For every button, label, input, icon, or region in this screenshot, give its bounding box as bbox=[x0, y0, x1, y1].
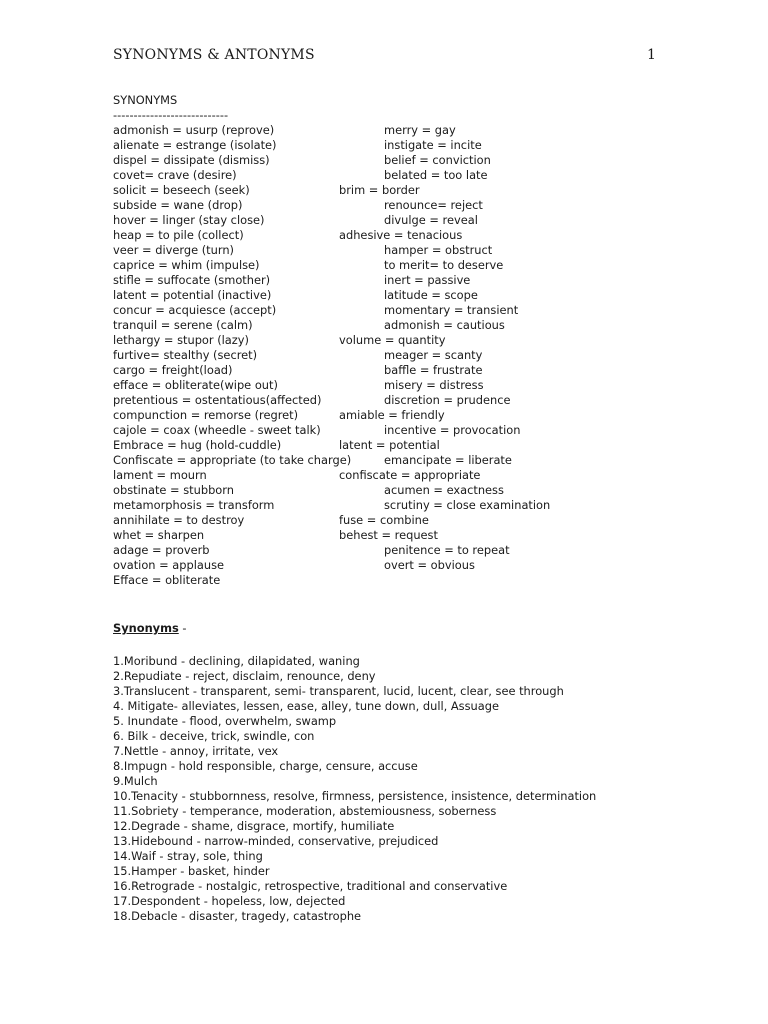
numbered-item: 15.Hamper - basket, hinder bbox=[113, 864, 270, 878]
pair-left: admonish = usurp (reprove) bbox=[113, 123, 275, 137]
pair-right: behest = request bbox=[339, 528, 438, 542]
page-number: 1 bbox=[647, 47, 656, 63]
numbered-item: 5. Inundate - flood, overwhelm, swamp bbox=[113, 714, 337, 728]
pair-left: hover = linger (stay close) bbox=[113, 213, 265, 227]
pair-row bbox=[0, 453, 768, 468]
pair-right: scrutiny = close examination bbox=[384, 498, 551, 512]
pair-row bbox=[0, 228, 768, 243]
pair-right: overt = obvious bbox=[384, 558, 475, 572]
header-title: SYNONYMS & ANTONYMS bbox=[113, 47, 315, 63]
pair-right: divulge = reveal bbox=[384, 213, 478, 227]
pair-right: renounce= reject bbox=[384, 198, 483, 212]
pair-right: acumen = exactness bbox=[384, 483, 504, 497]
pair-row bbox=[0, 543, 768, 558]
pair-right: incentive = provocation bbox=[384, 423, 521, 437]
pair-row bbox=[0, 303, 768, 318]
pair-left: adage = proverb bbox=[113, 543, 210, 557]
pair-row bbox=[0, 468, 768, 483]
pair-right: belated = too late bbox=[384, 168, 488, 182]
pair-row bbox=[0, 528, 768, 543]
synonyms-heading bbox=[113, 621, 186, 636]
pair-row bbox=[0, 423, 768, 438]
pair-left: tranquil = serene (calm) bbox=[113, 318, 253, 332]
numbered-item: 2.Repudiate - reject, disclaim, renounce, deny bbox=[113, 669, 376, 683]
pair-right: emancipate = liberate bbox=[384, 453, 512, 467]
pair-row bbox=[0, 198, 768, 213]
pair-row bbox=[0, 483, 768, 498]
numbered-item: 17.Despondent - hopeless, low, dejected bbox=[113, 894, 346, 908]
numbered-item: 14.Waif - stray, sole, thing bbox=[113, 849, 263, 863]
pair-left: obstinate = stubborn bbox=[113, 483, 234, 497]
pair-row bbox=[0, 393, 768, 408]
pair-right: belief = conviction bbox=[384, 153, 491, 167]
pair-row bbox=[0, 213, 768, 228]
pair-left: heap = to pile (collect) bbox=[113, 228, 244, 242]
pair-row bbox=[0, 183, 768, 198]
pair-row bbox=[0, 438, 768, 453]
numbered-item: 3.Translucent - transparent, semi- transparent, lucid, lucent, clear, see through bbox=[113, 684, 564, 698]
pair-left: annihilate = to destroy bbox=[113, 513, 245, 527]
pair-right: merry = gay bbox=[384, 123, 456, 137]
pair-left: lament = mourn bbox=[113, 468, 207, 482]
pair-row bbox=[0, 153, 768, 168]
pair-right: adhesive = tenacious bbox=[339, 228, 463, 242]
pair-row bbox=[0, 318, 768, 333]
pair-right: momentary = transient bbox=[384, 303, 519, 317]
pair-row bbox=[0, 288, 768, 303]
pair-right: baffle = frustrate bbox=[384, 363, 483, 377]
pair-right: admonish = cautious bbox=[384, 318, 505, 332]
numbered-item: 16.Retrograde - nostalgic, retrospective, traditional and conservative bbox=[113, 879, 508, 893]
pair-left: caprice = whim (impulse) bbox=[113, 258, 260, 272]
numbered-item: 10.Tenacity - stubbornness, resolve, firmness, persistence, insistence, determination bbox=[113, 789, 597, 803]
pair-left: furtive= stealthy (secret) bbox=[113, 348, 258, 362]
numbered-item: 12.Degrade - shame, disgrace, mortify, humiliate bbox=[113, 819, 395, 833]
synonyms-heading-suffix: - bbox=[178, 621, 187, 635]
pair-row bbox=[0, 498, 768, 513]
pair-right: brim = border bbox=[339, 183, 420, 197]
numbered-synonyms-list bbox=[113, 654, 596, 924]
pair-right: confiscate = appropriate bbox=[339, 468, 481, 482]
pair-row bbox=[0, 348, 768, 363]
synonym-pairs-list bbox=[0, 123, 768, 588]
pair-row bbox=[0, 408, 768, 423]
pair-left: veer = diverge (turn) bbox=[113, 243, 234, 257]
numbered-item: 8.Impugn - hold responsible, charge, censure, accuse bbox=[113, 759, 418, 773]
pair-left: cajole = coax (wheedle - sweet talk) bbox=[113, 423, 321, 437]
pair-row bbox=[0, 123, 768, 138]
pair-right: penitence = to repeat bbox=[384, 543, 510, 557]
pair-right: latent = potential bbox=[339, 438, 440, 452]
synonyms-heading-label: Synonyms bbox=[113, 621, 179, 635]
numbered-item: 13.Hidebound - narrow-minded, conservative, prejudiced bbox=[113, 834, 439, 848]
pair-row bbox=[0, 363, 768, 378]
pair-left: compunction = remorse (regret) bbox=[113, 408, 299, 422]
pair-left: alienate = estrange (isolate) bbox=[113, 138, 277, 152]
pair-right: fuse = combine bbox=[339, 513, 429, 527]
pair-right: inert = passive bbox=[384, 273, 471, 287]
pair-right: misery = distress bbox=[384, 378, 484, 392]
pair-left: Embrace = hug (hold-cuddle) bbox=[113, 438, 282, 452]
pair-row bbox=[0, 378, 768, 393]
pair-left: cargo = freight(load) bbox=[113, 363, 233, 377]
pair-left: dispel = dissipate (dismiss) bbox=[113, 153, 270, 167]
pair-left: whet = sharpen bbox=[113, 528, 205, 542]
numbered-item: 11.Sobriety - temperance, moderation, abstemiousness, soberness bbox=[113, 804, 497, 818]
pair-row bbox=[0, 558, 768, 573]
pair-left: Efface = obliterate bbox=[113, 573, 221, 587]
pair-left: covet= crave (desire) bbox=[113, 168, 237, 182]
pair-left: efface = obliterate(wipe out) bbox=[113, 378, 278, 392]
pair-left: subside = wane (drop) bbox=[113, 198, 243, 212]
pair-right: volume = quantity bbox=[339, 333, 446, 347]
pair-right: instigate = incite bbox=[384, 138, 482, 152]
pair-right: meager = scanty bbox=[384, 348, 483, 362]
numbered-item: 4. Mitigate- alleviates, lessen, ease, alley, tune down, dull, Assuage bbox=[113, 699, 499, 713]
pair-left: latent = potential (inactive) bbox=[113, 288, 272, 302]
pair-left: ovation = applause bbox=[113, 558, 225, 572]
pair-left: concur = acquiesce (accept) bbox=[113, 303, 277, 317]
section-label: SYNONYMS bbox=[113, 93, 178, 107]
pair-row bbox=[0, 513, 768, 528]
numbered-item: 18.Debacle - disaster, tragedy, catastrophe bbox=[113, 909, 362, 923]
pair-right: discretion = prudence bbox=[384, 393, 511, 407]
section-divider: ---------------------------- bbox=[113, 108, 229, 122]
numbered-item: 7.Nettle - annoy, irritate, vex bbox=[113, 744, 279, 758]
pair-row bbox=[0, 333, 768, 348]
pair-right: amiable = friendly bbox=[339, 408, 445, 422]
pair-left: Confiscate = appropriate (to take charge) bbox=[113, 453, 352, 467]
pair-row bbox=[0, 138, 768, 153]
pair-left: pretentious = ostentatious(affected) bbox=[113, 393, 322, 407]
pair-row bbox=[0, 243, 768, 258]
pair-row bbox=[0, 573, 768, 588]
pair-left: stifle = suffocate (smother) bbox=[113, 273, 271, 287]
pair-left: solicit = beseech (seek) bbox=[113, 183, 250, 197]
pair-row bbox=[0, 273, 768, 288]
pair-right: to merit= to deserve bbox=[384, 258, 504, 272]
pair-row bbox=[0, 258, 768, 273]
pair-right: latitude = scope bbox=[384, 288, 478, 302]
numbered-item: 6. Bilk - deceive, trick, swindle, con bbox=[113, 729, 315, 743]
pair-left: lethargy = stupor (lazy) bbox=[113, 333, 249, 347]
pair-left: metamorphosis = transform bbox=[113, 498, 275, 512]
numbered-item: 9.Mulch bbox=[113, 774, 158, 788]
pair-row bbox=[0, 168, 768, 183]
pair-right: hamper = obstruct bbox=[384, 243, 493, 257]
numbered-item: 1.Moribund - declining, dilapidated, waning bbox=[113, 654, 360, 668]
